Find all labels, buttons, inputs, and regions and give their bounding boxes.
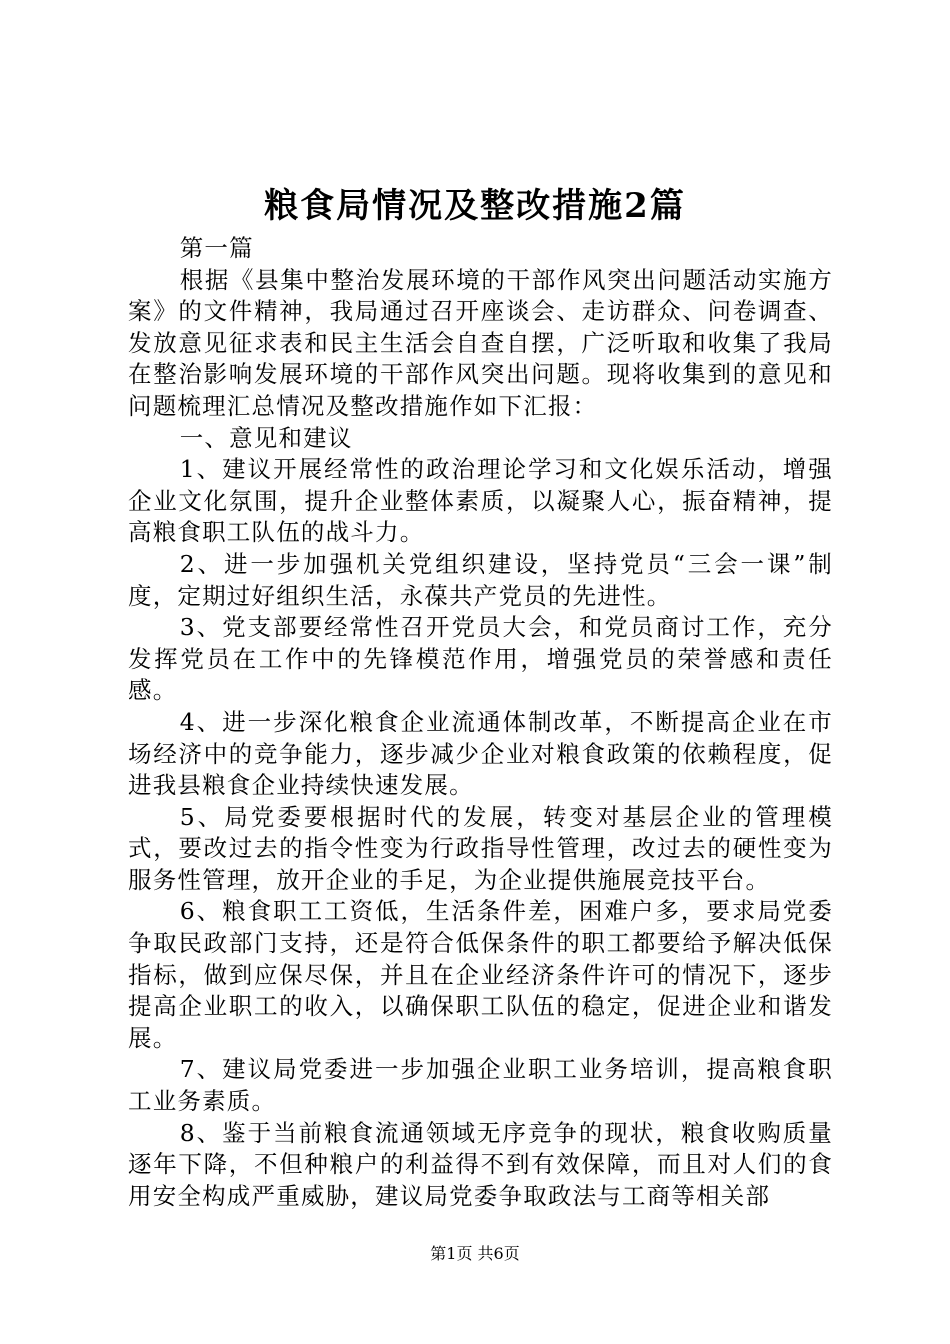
list-item: 3、党支部要经常性召开党员大会，和党员商讨工作，充分发挥党员在工作中的先锋模范作用，增强党员的荣誉感和责任感。 bbox=[128, 613, 833, 705]
document-body bbox=[128, 233, 833, 1212]
list-item: 2、进一步加强机关党组织建设，坚持党员“三会一课”制度，定期过好组织生活，永葆共产党员的先进性。 bbox=[128, 549, 833, 610]
list-item: 1、建议开展经常性的政治理论学习和文化娱乐活动，增强企业文化氛围，提升企业整体素质，以凝聚人心，振奋精神，提高粮食职工队伍的战斗力。 bbox=[128, 455, 833, 547]
section-heading: 第一篇 bbox=[179, 234, 254, 262]
list-item: 4、进一步深化粮食企业流通体制改革，不断提高企业在市场经济中的竞争能力，逐步减少企业对粮食政策的依赖程度，促进我县粮食企业持续快速发展。 bbox=[128, 707, 833, 800]
list-item: 5、局党委要根据时代的发展，转变对基层企业的管理模式，要改过去的指令性变为行政指导性管理，改过去的硬性变为服务性管理，放开企业的手足，为企业提供施展竞技平台。 bbox=[128, 802, 833, 894]
intro-paragraph: 根据《县集中整治发展环境的干部作风突出问题活动实施方案》的文件精神，我局通过召开座谈会、走访群众、问卷调查、发放意见征求表和民主生活会自查自摆，广泛听取和收集了我局在整治影响发展环境的干部作风突出问题。现将收集到的意见和问题梳理汇总情况及整改措施作如下汇报： bbox=[128, 265, 833, 420]
page-number-footer: 第1页 共6页 bbox=[430, 1244, 520, 1263]
list-item: 7、建议局党委进一步加强企业职工业务培训，提高粮食职工业务素质。 bbox=[128, 1055, 833, 1116]
list-item: 6、粮食职工工资低，生活条件差，困难户多，要求局党委争取民政部门支持，还是符合低保条件的职工都要给予解决低保指标，做到应保尽保，并且在企业经济条件许可的情况下，逐步提高企业职工的收入，以确保职工队伍的稳定，促进企业和谐发展。 bbox=[128, 897, 833, 1052]
subsection-heading: 一、意见和建议 bbox=[179, 423, 353, 452]
document-title: 粮食局情况及整改措施2篇 bbox=[264, 186, 686, 226]
list-item: 8、鉴于当前粮食流通领域无序竞争的现状，粮食收购质量逐年下降，不但种粮户的利益得不到有效保障，而且对人们的食用安全构成严重威胁，建议局党委争取政法与工商等相关部 bbox=[128, 1118, 833, 1210]
